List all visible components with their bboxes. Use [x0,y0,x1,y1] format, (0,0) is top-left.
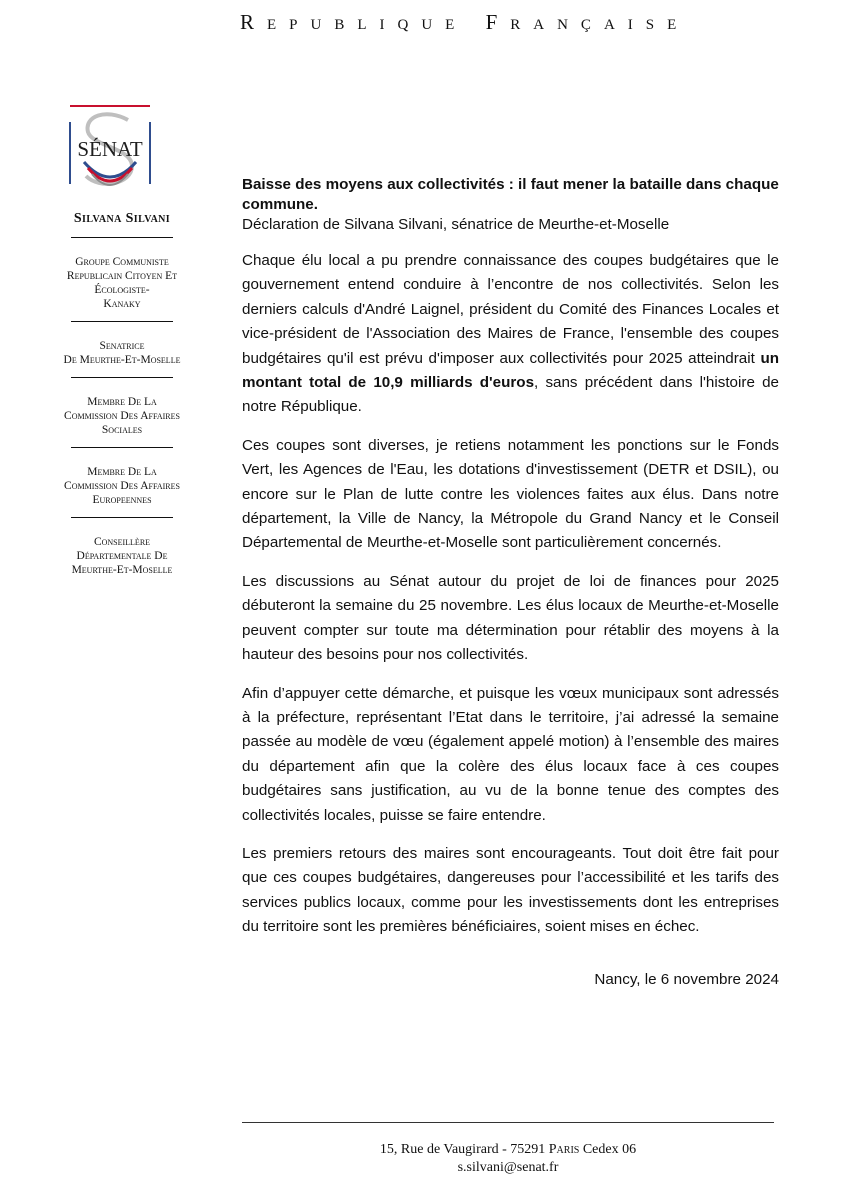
paragraph-3: Les discussions au Sénat autour du projet de loi de finances pour 2025 débuteront la semaine du 25 novembre. Les élus locaux de Meurthe-et-Moselle peuvent compter sur toute ma détermination pour rétablir des moyens à la hauteur des besoins pour nos collectivités. [242,572,779,664]
footer-address-city: Paris [548,1142,580,1157]
paragraph-2: Ces coupes sont diverses, je retiens notamment les ponctions sur le Fonds Vert, les Agences de l'Eau, les dotations d'investissement (DETR et DSIL), ou encore sur le Plan de lutte contre les violences faites aux élus. Dans notre département, la Ville de Nancy, la Métropole du Grand Nancy et le Conseil Départemental de Meurthe-et-Moselle sont particulièrement concernés. [242,436,779,552]
sidebar-divider [71,517,173,518]
sidebar-line: Écologiste- [94,284,150,296]
sidebar-group-block [22,255,222,311]
sidebar-line: Groupe Communiste [75,256,169,268]
footer [242,1141,774,1177]
paragraph-1-text: Chaque élu local a pu prendre connaissance des coupes budgétaires que le gouvernement entend conduire à l’encontre de nos collectivités. Selon les derniers calculs d'André Laignel, président du Comité des Finances Locales et vice-président de l'Association des Maires de France, l'ensemble des coupes budgétaires qu'il est prévu d'imposer aux collectivités pour 2025 atteindrait [242,252,779,367]
logo-text: SÉNAT [77,137,143,161]
press-release-body [242,175,779,992]
place-date-signature: Nancy, le 6 novembre 2024 [594,970,779,988]
sidebar [22,211,222,577]
footer-address-cedex: Cedex 06 [579,1142,637,1157]
sidebar-divider [71,237,173,238]
sidebar-conseillere-block [22,535,222,577]
sidebar-line: Membre De La [87,396,157,408]
sidebar-line: Départementale De [76,550,168,562]
sidebar-line: Meurthe-Et-Moselle [71,564,173,576]
footer-address-street: 15, Rue de Vaugirard - 75291 [379,1142,549,1157]
sidebar-line: Senatrice [99,340,145,352]
sidebar-line: Commission Des Affaires [64,410,180,422]
footer-address [242,1141,774,1159]
sidebar-divider [71,377,173,378]
sidebar-line: Kanaky [103,298,141,310]
sidebar-divider [71,321,173,322]
senat-logo [66,104,154,196]
sidebar-line: Republicain Citoyen Et [66,270,178,282]
header-republique-francaise: Republique Française [240,10,690,34]
footer-email: s.silvani@senat.fr [457,1160,559,1175]
press-release-subtitle: Déclaration de Silvana Silvani, sénatrice de Meurthe-et-Moselle [242,216,670,233]
sidebar-commission-europeennes-block [22,465,222,507]
sidebar-line: Membre De La [87,466,157,478]
paragraph-1 [242,249,779,420]
sidebar-senatrice-block [22,339,222,367]
sidebar-line: Sociales [101,424,143,436]
sidebar-commission-sociales-block [22,395,222,437]
paragraph-1-bold-amount: un montant total de 10,9 milliards d'euros [242,349,779,392]
press-release-title: Baisse des moyens aux collectivités : il faut mener la bataille dans chaque commune. [242,176,779,213]
sidebar-line: De Meurthe-Et-Moselle [63,354,181,366]
sidebar-line: Conseillère [93,536,151,548]
sidebar-divider [71,447,173,448]
paragraph-4: Afin d’appuyer cette démarche, et puisque les vœux municipaux sont adressés à la préfecture, représentant l’Etat dans le territoire, j’ai adressé la semaine passée au modèle de vœu (également appelé motion) à l’ensemble des maires du département afin que la colère des élus locaux face à ces coupes budgétaires sans justification, au vu de la bonne tenue des comptes des collectivités locales, puisse se faire entendre. [242,684,779,824]
sidebar-line: Commission Des Affaires [64,480,180,492]
footer-divider [242,1122,774,1123]
senator-name: Silvana Silvani [73,211,171,226]
paragraph-1-end: , sans précédent dans l'histoire de notre République. [242,374,779,416]
sidebar-line: Europeennes [92,494,152,506]
paragraph-5: Les premiers retours des maires sont encourageants. Tout doit être fait pour que ces coupes budgétaires, dangereuses pour l’accessibilité et les tarifs des services publics locaux, comme pour les investissements dont les entreprises du territoire sont les premières bénéficiaires, soient mises en échec. [242,844,779,936]
